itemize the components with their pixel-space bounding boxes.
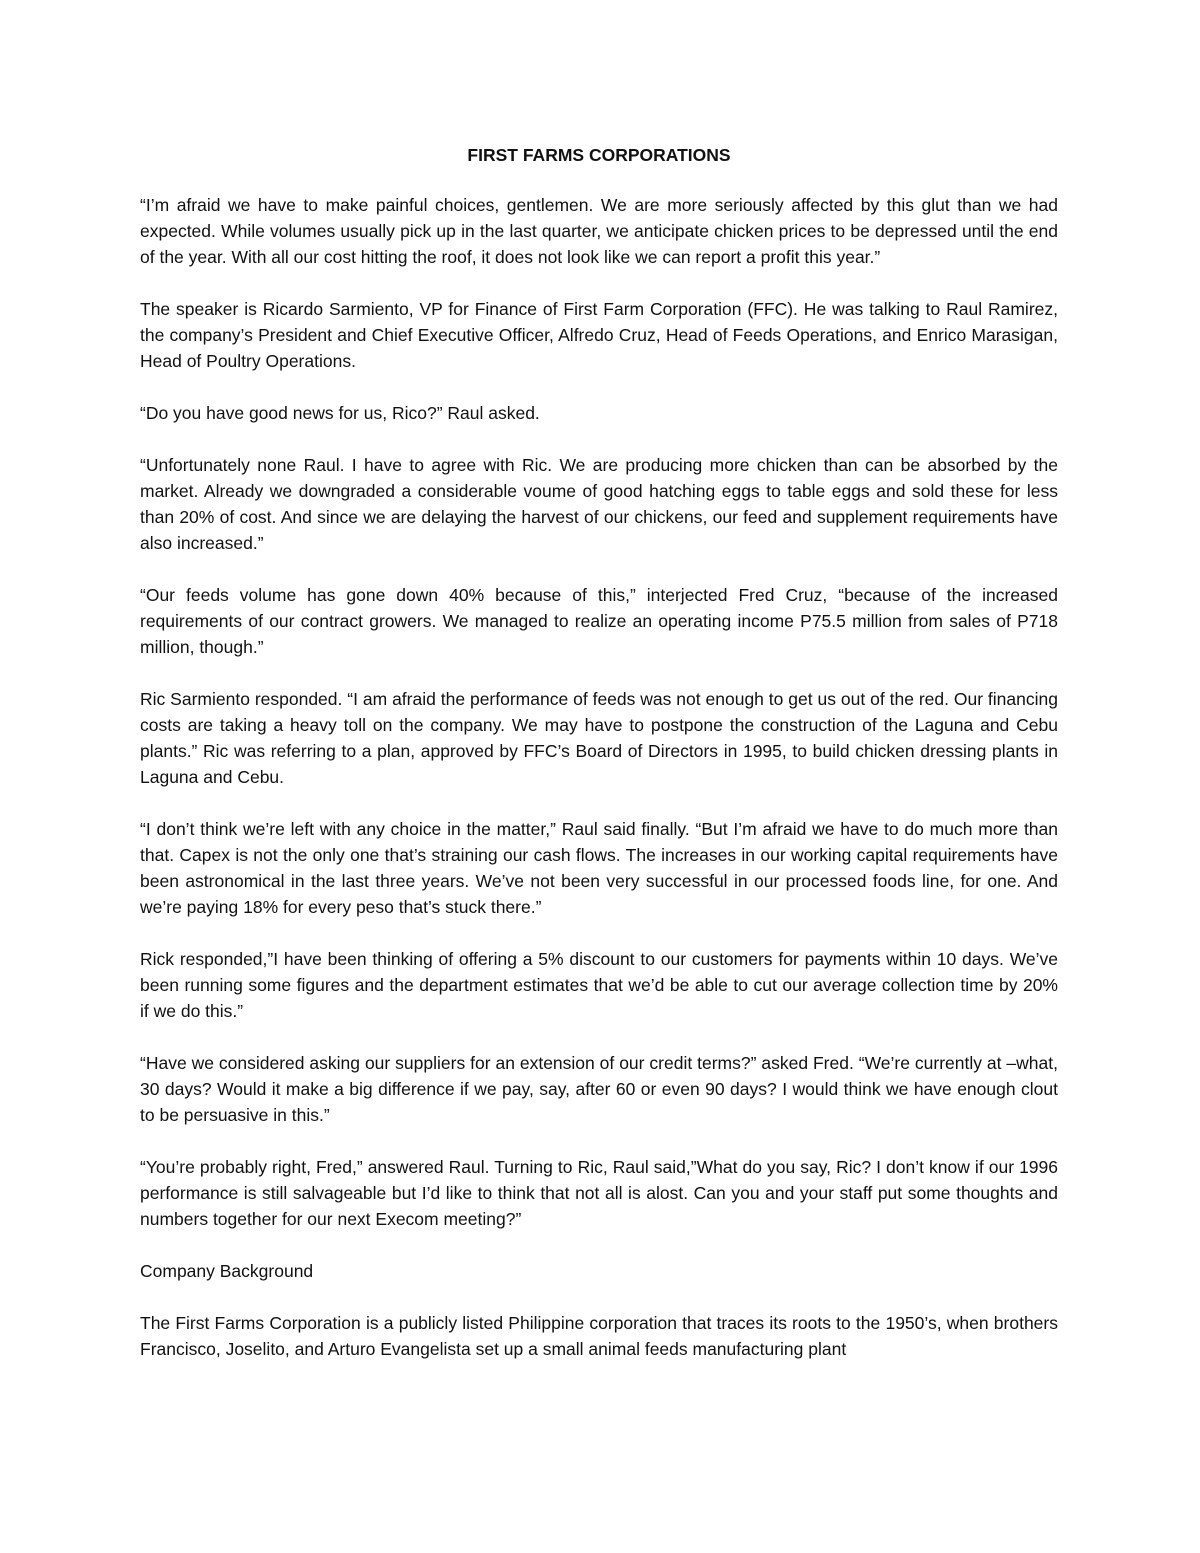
- paragraph: “You’re probably right, Fred,” answered Raul. Turning to Ric, Raul said,”What do you say, Ric? I don’t know if our 1996 performance is still salvageable but I’d like to think that not all is alost. Can you and your staff put some thoughts and numbers together for our next Execom meeting?”: [140, 1157, 1058, 1229]
- paragraph: The speaker is Ricardo Sarmiento, VP for Finance of First Farm Corporation (FFC). He was talking to Raul Ramirez, the company’s President and Chief Executive Officer, Alfredo Cruz, Head of Feeds Operations, and Enrico Marasigan, Head of Poultry Operations.: [140, 299, 1058, 371]
- document-title: FIRST FARMS CORPORATIONS: [467, 145, 731, 165]
- paragraph: “I don’t think we’re left with any choice in the matter,” Raul said finally. “But I’m afraid we have to do much more than that. Capex is not the only one that’s straining our cash flows. The increases in our working capital requirements have been astronomical in the last three years. We’ve not been very successful in our processed foods line, for one. And we’re paying 18% for every peso that’s stuck there.”: [140, 819, 1058, 917]
- paragraph: “Do you have good news for us, Rico?” Raul asked.: [140, 403, 540, 423]
- paragraph: “Have we considered asking our suppliers for an extension of our credit terms?” asked Fred. “We’re currently at –what, 30 days? Would it make a big difference if we pay, say, after 60 or even 90 days? I would think we have enough clout to be persuasive in this.”: [140, 1053, 1058, 1125]
- paragraph: “Unfortunately none Raul. I have to agree with Ric. We are producing more chicken than can be absorbed by the market. Already we downgraded a considerable voume of good hatching eggs to table eggs and sold these for less than 20% of cost. And since we are delaying the harvest of our chickens, our feed and supplement requirements have also increased.”: [140, 455, 1058, 553]
- section-heading: Company Background: [140, 1261, 314, 1281]
- section-paragraph: The First Farms Corporation is a publicly listed Philippine corporation that traces its roots to the 1950’s, when brothers Francisco, Joselito, and Arturo Evangelista set up a small animal feeds manufacturing plant: [140, 1313, 1058, 1359]
- paragraph: “Our feeds volume has gone down 40% because of this,” interjected Fred Cruz, “because of the increased requirements of our contract growers. We managed to realize an operating income P75.5 million from sales of P718 million, though.”: [140, 585, 1058, 657]
- paragraph: “I’m afraid we have to make painful choices, gentlemen. We are more seriously affected by this glut than we had expected. While volumes usually pick up in the last quarter, we anticipate chicken prices to be depressed until the end of the year. With all our cost hitting the roof, it does not look like we can report a profit this year.”: [140, 195, 1058, 267]
- paragraph: Rick responded,”I have been thinking of offering a 5% discount to our customers for payments within 10 days. We’ve been running some figures and the department estimates that we’d be able to cut our average collection time by 20% if we do this.”: [140, 949, 1058, 1021]
- paragraph: Ric Sarmiento responded. “I am afraid the performance of feeds was not enough to get us out of the red. Our financing costs are taking a heavy toll on the company. We may have to postpone the construction of the Laguna and Cebu plants.” Ric was referring to a plan, approved by FFC’s Board of Directors in 1995, to build chicken dressing plants in Laguna and Cebu.: [140, 689, 1058, 787]
- document-page: [140, 142, 1058, 1388]
